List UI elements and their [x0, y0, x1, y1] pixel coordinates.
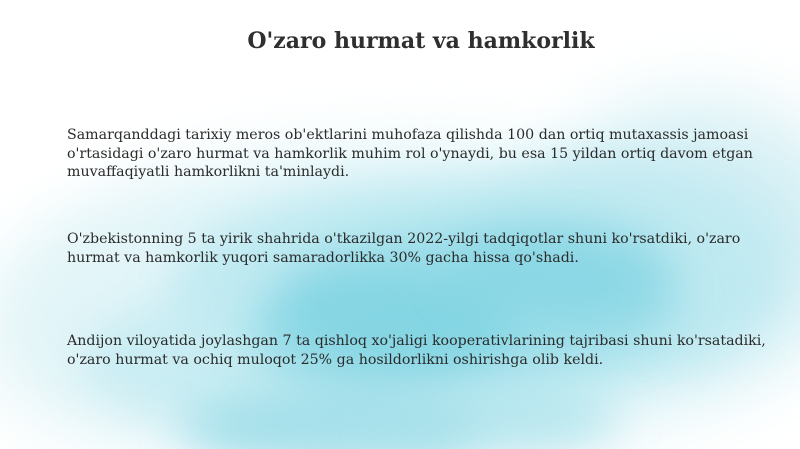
paragraph-3: Andijon viloyatida joylashgan 7 ta qishloq xo'jaligi kooperativlarining tajribasi shuni ko'rsatadiki, o'zaro hurmat va ochiq muloqot 25% ga hosildorlikni oshirishga olib keldi.	[67, 333, 766, 368]
paragraph-1: Samarqanddagi tarixiy meros ob'ektlarini muhofaza qilishda 100 dan ortiq mutaxassis jamoasi o'rtasidagi o'zaro hurmat va hamkorlik muhim rol o'ynaydi, bu esa 15 yildan ortiq davom etgan muvaffaqiyatli hamkorlikni ta'minlaydi.	[67, 127, 753, 180]
slide-title: O'zaro hurmat va hamkorlik	[247, 28, 595, 54]
paragraph-2: O'zbekistonning 5 ta yirik shahrida o'tkazilgan 2022-yilgi tadqiqotlar shuni ko'rsatdiki, o'zaro hurmat va hamkorlik yuqori samaradorlikka 30% gacha hissa qo'shadi.	[67, 231, 741, 266]
